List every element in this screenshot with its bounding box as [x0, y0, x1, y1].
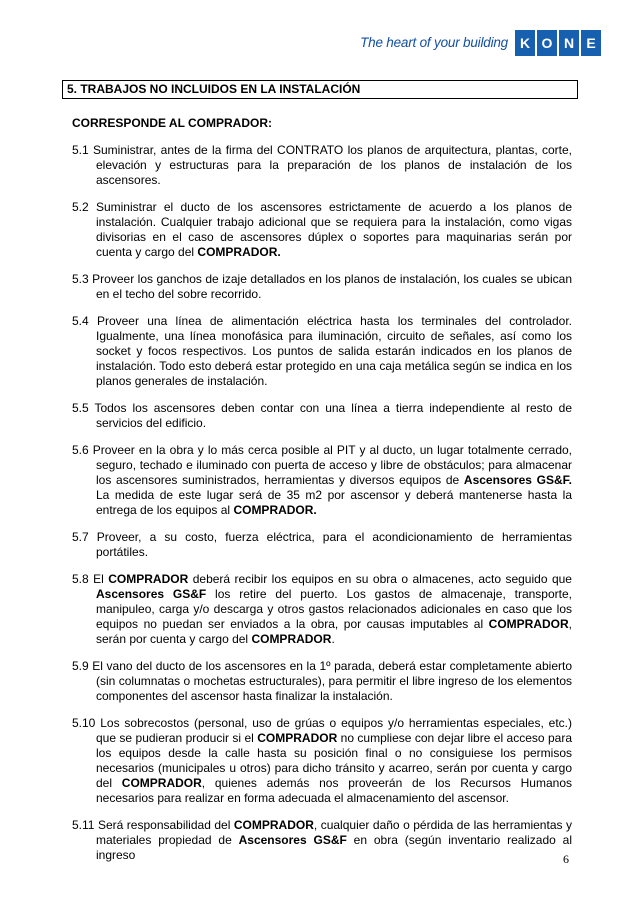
- text-run: .: [331, 632, 335, 646]
- clause-item: [72, 818, 572, 863]
- text-run: no cumpliese con dejar libre el acceso para los equipos desde la calle hasta su posición final o no consiguiese los permisos necesarios (municipales u otros) para dicho tránsito y acarreo, serán por cuenta y cargo del: [96, 731, 572, 790]
- text-run: 5.5 Todos los ascensores deben contar con una línea a tierra independiente al resto de servicios del edificio.: [72, 401, 572, 430]
- text-run: 5.2 Suministrar el ducto de los ascensores estrictamente de acuerdo a los planos de instalación. Cualquier trabajo adicional que se requiera para la instalación, como vigas divisorias en el caso de ascensores dúplex o soportes para maquinarias serán por cuenta y cargo del: [72, 200, 572, 259]
- items-list: [72, 143, 572, 863]
- text-run: 5.6 Proveer en la obra y lo más cerca posible al PIT y al ducto, un lugar totalmente cerrado, seguro, techado e iluminado con puerta de acceso y libre de obstáculos; para almacenar los ascensores suministrados, herramientas y diversos equipos de: [72, 443, 572, 487]
- clause-item: [72, 443, 572, 518]
- text-run: en obra (según inventario realizado al ingreso: [96, 833, 572, 862]
- section-title: 5. TRABAJOS NO INCLUIDOS EN LA INSTALACIÓN: [62, 80, 578, 99]
- bold-text: COMPRADOR.: [233, 503, 317, 517]
- text-run: , serán por cuenta y cargo del: [96, 617, 572, 646]
- bold-text: COMPRADOR: [108, 572, 189, 586]
- bold-text: COMPRADOR: [488, 617, 569, 631]
- clause-item: [72, 659, 572, 704]
- text-run: , quienes además nos proveerán de los Recursos Humanos necesarios para realizar en forma adecuada el almacenamiento del ascensor.: [96, 776, 572, 805]
- clause-item: [72, 530, 572, 560]
- bold-text: Ascensores GS&F.: [463, 473, 572, 487]
- subheading: CORRESPONDE AL COMPRADOR:: [72, 116, 273, 130]
- text-run: los retire del puerto. Los gastos de almacenaje, transporte, manipuleo, carga y/o descarga y otros gastos relacionados adicionales en caso que los equipos no puedan ser enviados a la obra, por causas imputables al: [96, 587, 572, 631]
- logo-letter: E: [581, 30, 601, 56]
- text-run: 5.7 Proveer, a su costo, fuerza eléctrica, para el acondicionamiento de herramientas portátiles.: [72, 530, 572, 559]
- clause-item: [72, 272, 572, 302]
- text-run: 5.3 Proveer los ganchos de izaje detallados en los planos de instalación, los cuales se ubican en el techo del sobre recorrido.: [72, 272, 572, 301]
- logo-letter: K: [515, 30, 535, 56]
- text-run: 5.9 El vano del ducto de los ascensores en la 1º parada, deberá estar completamente abierto (sin columnatas o mochetas estructurales), para permitir el libre ingreso de los elementos componentes del ascensor hasta finalizar la instalación.: [72, 659, 572, 703]
- page-number: 6: [563, 852, 569, 866]
- bold-text: COMPRADOR.: [197, 245, 281, 259]
- kone-logo: [515, 30, 603, 58]
- brand-tagline: The heart of your building: [360, 35, 508, 50]
- clause-item: [72, 200, 572, 260]
- text-run: deberá recibir los equipos en su obra o almacenes, acto seguido que: [188, 572, 572, 586]
- clause-item: [72, 716, 572, 806]
- text-run: 5.4 Proveer una línea de alimentación eléctrica hasta los terminales del controlador. Igualmente, una línea monofásica para iluminación, circuito de señales, así como los socket y focos respectivos. Los puntos de salida estarán indicados en los planos de instalación. Todo esto deberá estar protegido en una caja metálica según se indica en los planos generales de instalación.: [72, 314, 572, 388]
- bold-text: COMPRADOR: [251, 632, 332, 646]
- logo-letter: N: [559, 30, 579, 56]
- bold-text: Ascensores GS&F: [238, 833, 347, 847]
- bold-text: COMPRADOR: [257, 731, 338, 745]
- bold-text: Ascensores GS&F: [96, 587, 207, 601]
- document-body: [72, 116, 572, 875]
- clause-item: [72, 314, 572, 389]
- bold-text: COMPRADOR: [233, 818, 314, 832]
- text-run: 5.8 El: [72, 572, 109, 586]
- page-header: [0, 26, 638, 66]
- clause-item: [72, 143, 572, 188]
- clause-item: [72, 572, 572, 647]
- logo-letter: O: [537, 30, 557, 56]
- clause-item: [72, 401, 572, 431]
- bold-text: COMPRADOR: [121, 776, 202, 790]
- text-run: La medida de este lugar será de 35 m2 por ascensor y deberá mantenerse hasta la entrega de los equipos al: [96, 488, 572, 517]
- text-run: , cualquier daño o pérdida de las herramientas y materiales propiedad de: [96, 818, 572, 847]
- text-run: 5.11 Será responsabilidad del: [72, 818, 234, 832]
- text-run: 5.1 Suministrar, antes de la firma del CONTRATO los planos de arquitectura, plantas, corte, elevación y estructuras para la preparación de los planos de instalación de los ascensores.: [72, 143, 572, 187]
- text-run: 5.10 Los sobrecostos (personal, uso de grúas o equipos y/o herramientas especiales, etc.) que se pudieran producir si el: [72, 716, 572, 745]
